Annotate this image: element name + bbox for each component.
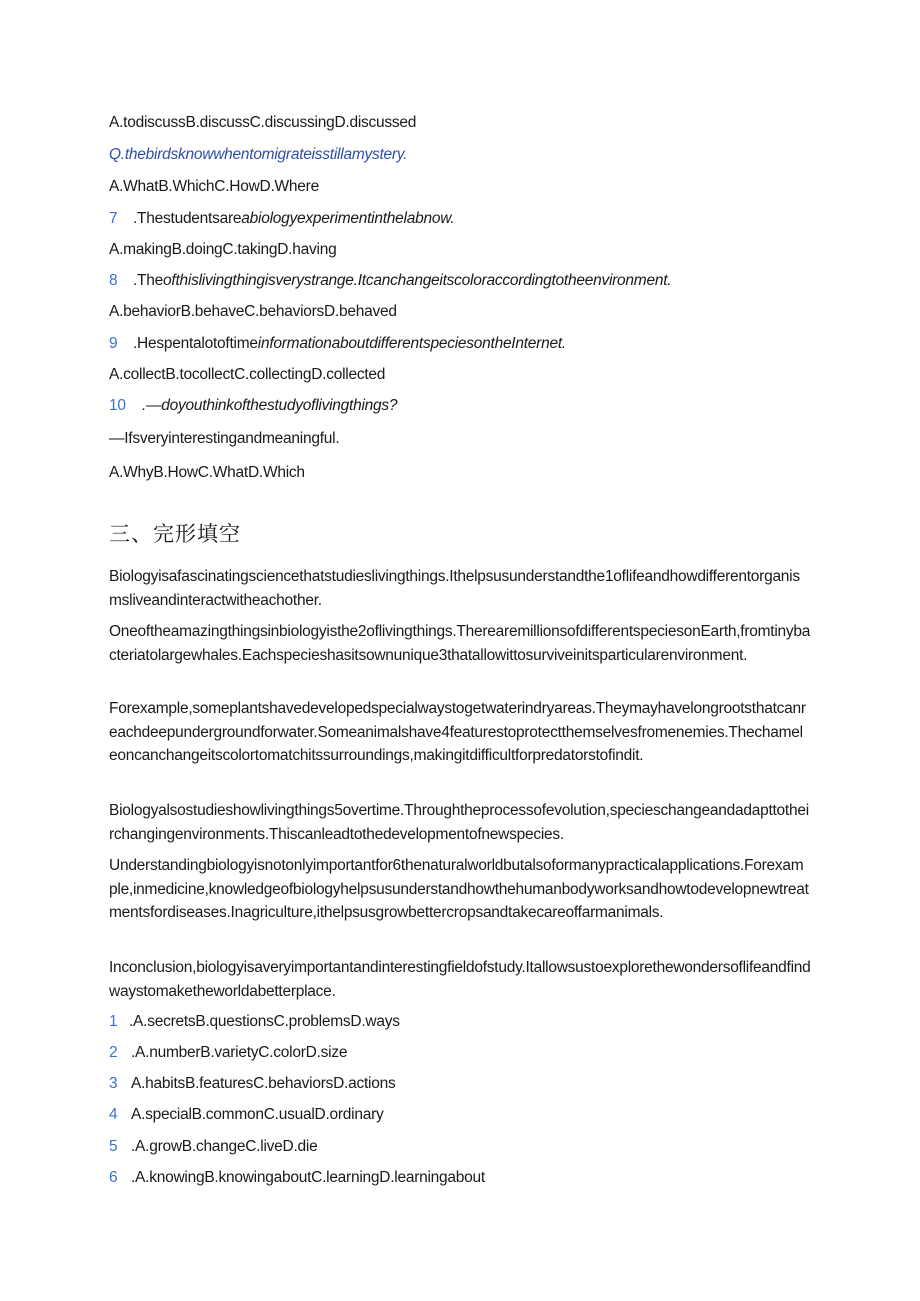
- question-text: thebirdsknowwhentomigrateisstillamystery.: [124, 146, 408, 163]
- question-number: 8: [109, 272, 118, 289]
- question-text: informationaboutdifferentspeciesontheInternet.: [257, 335, 566, 352]
- option-text: .A.numberB.varietyC.colorD.size: [131, 1044, 348, 1061]
- question-lead: .The: [133, 272, 164, 289]
- option-line-6: [109, 111, 814, 134]
- question-text: .—doyouthinkofthestudyoflivingthings?: [142, 397, 398, 414]
- option-text: .A.growB.changeC.liveD.die: [131, 1138, 318, 1155]
- question-10: [109, 394, 814, 417]
- dialogue-answer: [109, 427, 814, 450]
- option-text: A.todiscussB.discussC.discussingD.discussed: [109, 114, 417, 131]
- question-lead: .Hespentalotoftime: [133, 335, 258, 352]
- option-number: 5: [109, 1138, 118, 1155]
- passage-paragraph-3: Forexample,someplantshavedevelopedspecialwaystogetwaterindryareas.Theymayhavelongrootsthatcanreachdeepundergroundforwater.Someanimalshave4featurestoprotectthemselvesfromenemies.Thechameleoncanchangeitscolortomatchitssurroundings,makingitdifficultforpredatorstofindit.: [109, 700, 806, 764]
- question-prefix: Q.: [109, 146, 125, 163]
- cloze-option-2: [109, 1041, 814, 1064]
- question-7: [109, 207, 814, 230]
- option-text: A.WhatB.WhichC.HowD.Where: [109, 178, 319, 195]
- cloze-option-4: [109, 1103, 814, 1126]
- passage-paragraph-5: Understandingbiologyisnotonlyimportantfor6thenaturalworldbutalsoformanypracticalapplications.Forexample,inmedicine,knowledgeofbiologyhelpsusunderstandhowthehumanbodyworksandhowtodevelopnewtreatmentsfordiseases.Inagriculture,ithelpsusgrowbettercropsandtakecareoffarmanimals.: [109, 857, 809, 921]
- option-line-8: [109, 300, 814, 323]
- passage-paragraph-6: Inconclusion,biologyisaveryimportantandinterestingfieldofstudy.Itallowsustoexplorethewondersoflifeandfindwaystomaketheworldabetterplace.: [109, 959, 811, 1000]
- option-line-9: [109, 363, 814, 386]
- question-lead: .Thestudentsare: [133, 210, 242, 227]
- question-9: [109, 332, 814, 355]
- option-number: 2: [109, 1044, 118, 1061]
- option-number: 3: [109, 1075, 118, 1092]
- option-text: .A.knowingB.knowingaboutC.learningD.learningabout: [131, 1169, 485, 1186]
- question-number: 7: [109, 210, 118, 227]
- cloze-option-1: [109, 1010, 814, 1033]
- option-text: .A.secretsB.questionsC.problemsD.ways: [129, 1013, 400, 1030]
- question-text: abiologyexperimentinthelabnow.: [241, 210, 455, 227]
- question-number: 10: [109, 397, 126, 414]
- question-line: [109, 143, 814, 166]
- option-number: 4: [109, 1106, 118, 1123]
- option-number: 6: [109, 1169, 118, 1186]
- option-text: A.specialB.commonC.usualD.ordinary: [131, 1106, 384, 1123]
- answer-text: —Ifsveryinterestingandmeaningful.: [109, 430, 340, 447]
- question-8: [109, 269, 814, 292]
- option-text: A.behaviorB.behaveC.behaviorsD.behaved: [109, 303, 397, 320]
- option-line-7: [109, 238, 814, 261]
- passage-paragraph-1: Biologyisafascinatingsciencethatstudieslivingthings.Ithelpsusunderstandthe1oflifeandhowdifferentorganismsliveandinteractwitheachother.: [109, 568, 800, 609]
- option-text: A.WhyB.HowC.WhatD.Which: [109, 464, 305, 481]
- section-title: 三、完形填空: [109, 522, 241, 546]
- option-line-10: [109, 461, 814, 484]
- cloze-option-3: [109, 1072, 814, 1095]
- option-text: A.makingB.doingC.takingD.having: [109, 241, 337, 258]
- cloze-option-6: [109, 1166, 814, 1189]
- option-line: [109, 175, 814, 198]
- option-text: A.collectB.tocollectC.collectingD.collected: [109, 366, 386, 383]
- option-text: A.habitsB.featuresC.behaviorsD.actions: [131, 1075, 396, 1092]
- passage-paragraph-2: Oneoftheamazingthingsinbiologyisthe2oflivingthings.TherearemillionsofdifferentspeciesonEarth,fromtinybacteriatolargewhales.Eachspecieshasitsownunique3thatallowittosurviveinitsparticularenvironment.: [109, 623, 811, 664]
- question-number: 9: [109, 335, 118, 352]
- cloze-option-5: [109, 1135, 814, 1158]
- question-text: ofthislivingthingisverystrange.Itcanchangeitscoloraccordingtotheenvironment.: [163, 272, 672, 289]
- option-number: 1: [109, 1013, 118, 1030]
- passage-paragraph-4: Biologyalsostudieshowlivingthings5overtime.Throughtheprocessofevolution,specieschangeandadapttotheirchangingenvironments.Thiscanleadtothedevelopmentofnewspecies.: [109, 802, 809, 843]
